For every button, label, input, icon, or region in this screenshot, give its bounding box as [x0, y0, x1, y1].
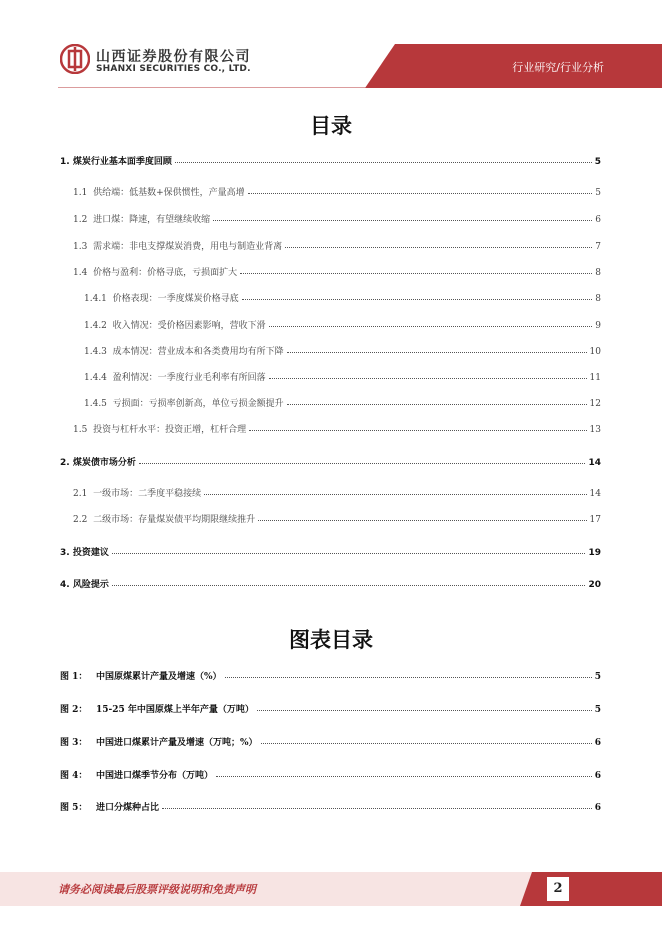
toc-entry-number: 2.2 — [73, 515, 88, 525]
toc-entry-page: 10 — [589, 347, 601, 357]
toc-entry-text: 进口煤：降速，有望继续收缩 — [93, 215, 211, 225]
toc-entry-number: 1.3 — [73, 242, 88, 252]
leader-dots — [248, 193, 593, 194]
toc-entry-page: 12 — [589, 399, 601, 409]
toc-entry-number: 1.5 — [73, 425, 88, 435]
figure-entry-number: 图 2： — [60, 705, 88, 715]
toc-entry-text: 投资与杠杆水平：投资正增，杠杆合理 — [93, 425, 247, 435]
leader-dots — [269, 326, 593, 327]
toc-entry-text: 成本情况：营业成本和各类费用均有所下降 — [112, 347, 284, 357]
figure-entry[interactable] — [0, 732, 662, 748]
leader-dots — [258, 520, 586, 521]
figure-entry-page: 6 — [594, 803, 601, 813]
page-header — [0, 0, 662, 88]
toc-entry-number: 1.4 — [73, 268, 88, 278]
toc-entry-page: 8 — [595, 268, 601, 278]
toc-entry[interactable] — [0, 341, 662, 357]
leader-dots — [216, 776, 592, 777]
toc-entry[interactable] — [0, 452, 662, 468]
toc-entry-text: 亏损面：亏损率创新高，单位亏损金额提升 — [112, 399, 284, 409]
figure-entry-page: 5 — [594, 672, 601, 682]
toc-entry-page: 20 — [588, 580, 601, 590]
toc-entry[interactable] — [0, 393, 662, 409]
figure-entry-page: 6 — [594, 771, 601, 781]
toc-entry[interactable] — [0, 367, 662, 383]
toc-entry-page: 14 — [588, 458, 601, 468]
toc-entry-page: 7 — [595, 242, 601, 252]
company-logo-icon — [60, 44, 90, 74]
figures-title: 图表目录 — [289, 628, 373, 652]
toc-entry-text: 供给端：低基数+保供惯性，产量高增 — [93, 188, 245, 198]
leader-dots — [139, 463, 586, 464]
toc-entry-page: 17 — [589, 515, 601, 525]
toc-entry-page: 5 — [595, 188, 601, 198]
toc-entry[interactable] — [0, 262, 662, 278]
figure-entry[interactable] — [0, 797, 662, 813]
toc-entry[interactable] — [0, 509, 662, 525]
leader-dots — [175, 162, 592, 163]
leader-dots — [162, 808, 592, 809]
toc-entry[interactable] — [0, 419, 662, 435]
toc-entry-number: 1.4.3 — [84, 347, 107, 357]
page-footer — [0, 872, 662, 906]
toc-entry-text: 盈利情况：一季度行业毛利率有所回落 — [112, 373, 266, 383]
toc-entry-number: 2.1 — [73, 489, 88, 499]
toc-entry[interactable] — [0, 483, 662, 499]
figure-entry[interactable] — [0, 765, 662, 781]
figure-entry-text: 中国进口煤季节分布（万吨） — [96, 771, 214, 781]
toc-entry[interactable] — [0, 209, 662, 225]
leader-dots — [204, 494, 586, 495]
toc-entry-page: 5 — [594, 157, 601, 167]
leader-dots — [261, 743, 592, 744]
toc-entry-page: 9 — [595, 321, 601, 331]
toc-entry-page: 6 — [595, 215, 601, 225]
toc-entry-page: 13 — [589, 425, 601, 435]
toc-entry-number: 1. — [60, 157, 70, 167]
toc-entry[interactable] — [0, 182, 662, 198]
toc-entry-page: 8 — [595, 294, 601, 304]
figure-entry-number: 图 3： — [60, 738, 88, 748]
leader-dots — [240, 273, 592, 274]
toc-entry-text: 价格与盈利：价格寻底，亏损面扩大 — [93, 268, 238, 278]
figure-entry-text: 15-25 年中国原煤上半年产量（万吨） — [96, 705, 254, 715]
toc-entry-page: 19 — [588, 548, 601, 558]
figure-entry-number: 图 4： — [60, 771, 88, 781]
leader-dots — [242, 299, 593, 300]
toc-entry[interactable] — [0, 574, 662, 590]
leader-dots — [269, 378, 587, 379]
toc-entry-number: 4. — [60, 580, 70, 590]
toc-entry-number: 1.4.4 — [84, 373, 107, 383]
figure-entry-page: 5 — [594, 705, 601, 715]
toc-entry-number: 1.4.2 — [84, 321, 107, 331]
leader-dots — [112, 585, 586, 586]
toc-entry[interactable] — [0, 315, 662, 331]
toc-entry-page: 14 — [589, 489, 601, 499]
figure-entry-page: 6 — [594, 738, 601, 748]
toc-entry[interactable] — [0, 151, 662, 167]
company-name-cn: 山西证券股份有限公司 — [96, 49, 251, 65]
company-name-en: SHANXI SECURITIES CO., LTD. — [96, 64, 251, 74]
leader-dots — [225, 677, 592, 678]
toc-entry-page: 11 — [589, 373, 601, 383]
toc-entry-text: 投资建议 — [72, 548, 109, 558]
figure-entry-text: 中国原煤累计产量及增速（%） — [96, 672, 222, 682]
toc-title: 目录 — [310, 114, 352, 138]
disclaimer-notice: 请务必阅读最后股票评级说明和免责声明 — [58, 883, 256, 896]
toc-entry[interactable] — [0, 288, 662, 304]
toc-entry[interactable] — [0, 542, 662, 558]
figure-entry[interactable] — [0, 666, 662, 682]
toc-entry-number: 1.4.5 — [84, 399, 107, 409]
figure-entry-text: 进口分煤种占比 — [96, 803, 160, 813]
toc-entry-text: 收入情况：受价格因素影响，营收下滑 — [112, 321, 266, 331]
figure-entry[interactable] — [0, 699, 662, 715]
toc-entry-number: 1.1 — [73, 188, 88, 198]
toc-entry-text: 煤炭行业基本面季度回顾 — [72, 157, 172, 167]
toc-entry-text: 需求端：非电支撑煤炭消费，用电与制造业背离 — [93, 242, 283, 252]
toc-entry-text: 一级市场：二季度平稳接续 — [93, 489, 202, 499]
figure-entry-text: 中国进口煤累计产量及增速（万吨；%） — [96, 738, 258, 748]
leader-dots — [287, 404, 587, 405]
toc-entry[interactable] — [0, 236, 662, 252]
toc-entry-text: 二级市场：存量煤炭债平均期限继续推升 — [93, 515, 256, 525]
leader-dots — [257, 710, 592, 711]
toc-entry-text: 风险提示 — [72, 580, 109, 590]
toc-entry-text: 价格表现：一季度煤炭价格寻底 — [112, 294, 239, 304]
leader-dots — [213, 220, 592, 221]
toc-entry-number: 3. — [60, 548, 70, 558]
page-number: 2 — [546, 876, 570, 902]
toc-entry-number: 1.2 — [73, 215, 88, 225]
leader-dots — [287, 352, 587, 353]
figure-entry-number: 图 5： — [60, 803, 88, 813]
leader-dots — [112, 553, 586, 554]
leader-dots — [249, 430, 586, 431]
leader-dots — [285, 247, 592, 248]
figure-entry-number: 图 1： — [60, 672, 88, 682]
toc-entry-text: 煤炭债市场分析 — [72, 458, 136, 468]
report-category: 行业研究/行业分析 — [512, 61, 604, 74]
toc-entry-number: 2. — [60, 458, 70, 468]
toc-entry-number: 1.4.1 — [84, 294, 107, 304]
